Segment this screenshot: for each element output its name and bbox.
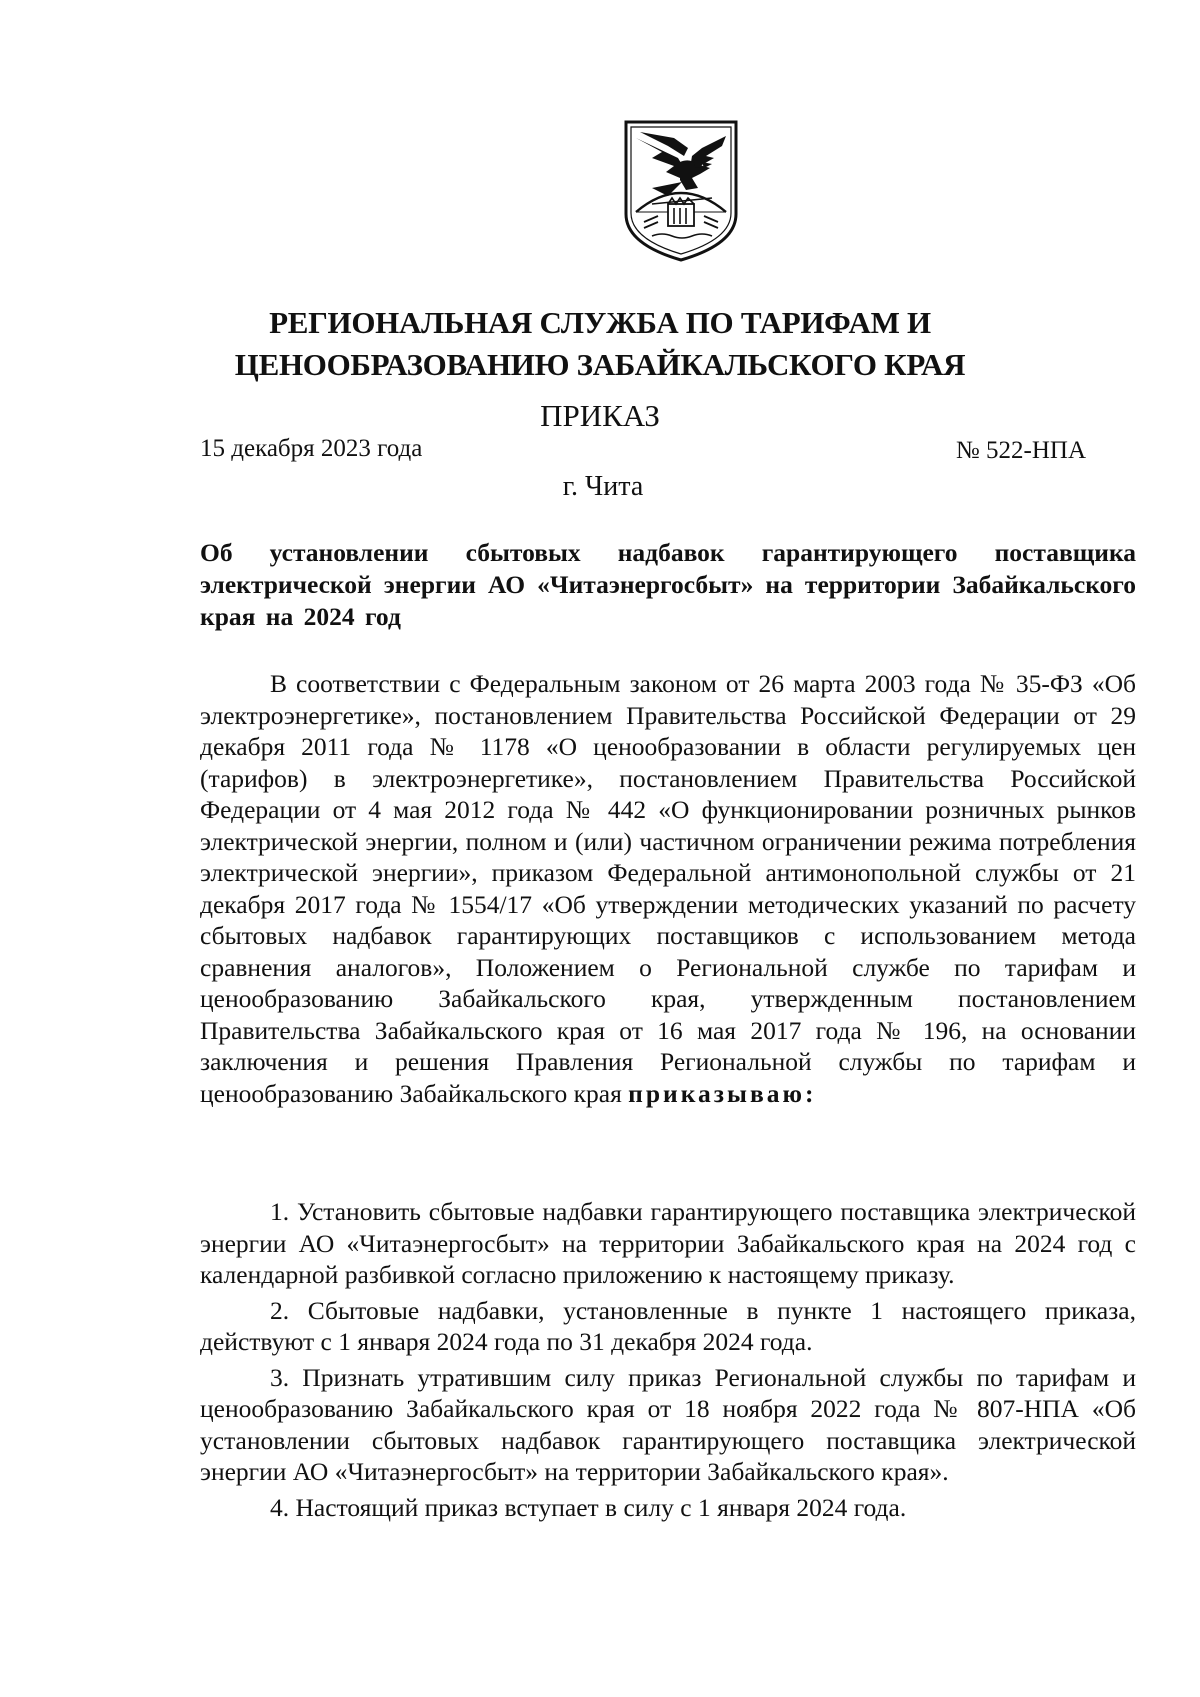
preamble-text: В соответствии с Федеральным законом от 26 марта 2003 года № 35-ФЗ «Об электроэнергетике», постановлением Правительства Российской Федерации от 29 декабря 2011 года № 1178 «О ценообразовании в области регулируемых цен (тарифов) в электроэнергетике», постановлением Правительства Российской Федерации от 4 мая 2012 года № 442 «О функционировании розничных рынков электрической энергии, полном и (или) частичном ограничении режима потребления электрической энергии», приказом Федеральной антимонопольной службы от 21 декабря 2017 года № 1554/17 «Об утверждении методических указаний по расчету сбытовых надбавок гарантирующих поставщиков с использованием метода сравнения аналогов», Положением о Региональной службе по тарифам и ценообразованию Забайкальского края, утвержденным постановлением Правительства Забайкальского края от 16 мая 2017 года № 196, на основании заключения и решения Правления Региональной службы по тарифам и ценообразованию Забайкальского края — [200, 669, 1136, 1108]
organization-title-line-1: РЕГИОНАЛЬНАЯ СЛУЖБА ПО ТАРИФАМ И — [269, 305, 931, 340]
order-word: приказываю: — [628, 1078, 817, 1108]
order-item-4: 4. Настоящий приказ вступает в силу с 1 января 2024 года. — [270, 1492, 907, 1522]
order-item-3: 3. Признать утратившим силу приказ Региональной службы по тарифам и ценообразованию Забайкальского края от 18 ноября 2022 года № 807-НПА «Об установлении сбытовых надбавок гарантирующего поставщика электрической энергии АО «Читаэнергосбыт» на территории Забайкальского края». — [200, 1362, 1136, 1486]
document-type: ПРИКАЗ — [540, 398, 660, 433]
order-items-list — [200, 1196, 1136, 1527]
document-number: № 522-НПА — [955, 437, 1086, 464]
document-date: 15 декабря 2023 года — [200, 435, 423, 462]
document-city: г. Чита — [562, 471, 644, 502]
zabaikalsky-krai-coat-of-arms-icon — [622, 118, 740, 264]
document-subject: Об установлении сбытовых надбавок гарантирующего поставщика электрической энергии АО «Читаэнергосбыт» на территории Забайкальского края на 2024 год — [200, 538, 1136, 631]
organization-title-line-2: ЦЕНООБРАЗОВАНИЮ ЗАБАЙКАЛЬСКОГО КРАЯ — [234, 347, 966, 382]
preamble-paragraph — [200, 668, 1136, 1109]
order-item-2: 2. Сбытовые надбавки, установленные в пункте 1 настоящего приказа, действуют с 1 января 2024 года по 31 декабря 2024 года. — [200, 1295, 1136, 1356]
order-item-1: 1. Установить сбытовые надбавки гарантирующего поставщика электрической энергии АО «Читаэнергосбыт» на территории Забайкальского края на 2024 год с календарной разбивкой согласно приложению к настоящему приказу. — [200, 1197, 1136, 1289]
organization-title — [200, 302, 1000, 386]
